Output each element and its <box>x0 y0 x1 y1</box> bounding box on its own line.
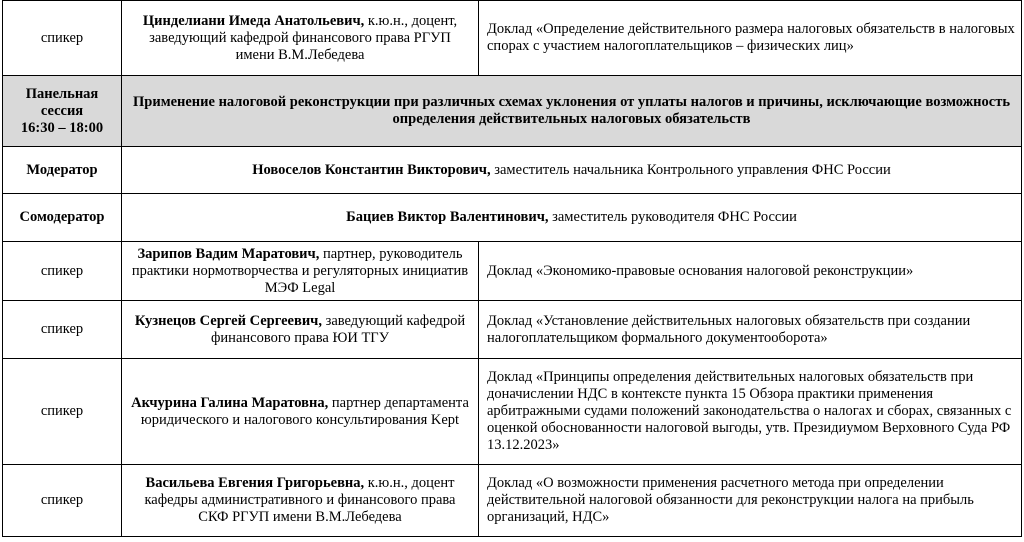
report-cell: Доклад «Экономико-правовые основания налоговой реконструкции» <box>479 242 1022 301</box>
speaker-cell <box>122 301 479 359</box>
session-label-line1: Панельная <box>25 85 99 102</box>
role-cell: спикер <box>3 242 122 301</box>
moderator-name: Новоселов Константин Викторович, <box>252 161 491 178</box>
speaker-cell <box>122 359 479 465</box>
speaker-info: к.ю.н., доцент, заведующий кафедрой финансового права РГУП имени В.М.Лебедева <box>149 12 458 63</box>
moderator-role: Модератор <box>3 147 122 194</box>
role-cell: спикер <box>3 359 122 465</box>
session-title: Применение налоговой реконструкции при различных схемах уклонения от уплаты налогов и причины, исключающие возможность определения действительных налоговых обязательств <box>122 76 1022 147</box>
report-cell: Доклад «О возможности применения расчетного метода при определении действительной налоговой обязанности для реконструкции налога на прибыль организаций, НДС» <box>479 465 1022 537</box>
session-row <box>3 76 1022 147</box>
speaker-name: Васильева Евгения Григорьевна, <box>145 475 365 491</box>
role-cell: спикер <box>3 301 122 359</box>
speaker-row <box>3 465 1022 537</box>
speaker-info: партнер департамента юридического и налогового консультирования Kept <box>140 394 469 428</box>
session-label-cell <box>3 76 122 147</box>
comoderator-name: Бациев Виктор Валентинович, <box>346 209 549 225</box>
comoderator-row <box>3 194 1022 242</box>
speaker-name: Цинделиани Имеда Анатольевич, <box>142 12 365 29</box>
speaker-cell <box>122 465 479 537</box>
role-cell: спикер <box>3 465 122 537</box>
report-cell: Доклад «Принципы определения действительных налоговых обязательств при доначислении НДС в контексте пункта 15 Обзора практики применения арбитражными судами положений законодательства о налогах и сборах, связанных с оценкой обоснованности налоговой выгоды, утв. Президиумом Верховного Суда РФ 13.12.2023» <box>479 359 1022 465</box>
speaker-row <box>3 301 1022 359</box>
session-label-line2: сессия <box>40 102 84 119</box>
moderator-cell <box>122 147 1022 194</box>
moderator-row <box>3 147 1022 194</box>
speaker-cell <box>122 242 479 301</box>
speaker-info: к.ю.н., доцент кафедры административного и финансового права СКФ РГУП имени В.М.Лебедева <box>144 475 456 525</box>
speaker-info: заведующий кафедрой финансового права ЮИ ТГУ <box>211 312 466 346</box>
session-time: 16:30 – 18:00 <box>20 119 104 136</box>
speaker-info: партнер, руководитель практики нормотворчества и регуляторных инициатив МЭФ Legal <box>131 245 469 296</box>
speaker-cell <box>122 1 479 76</box>
comoderator-role: Сомодератор <box>3 194 122 242</box>
speaker-name: Кузнецов Сергей Сергеевич, <box>134 312 322 329</box>
speaker-row <box>3 1 1022 76</box>
speaker-row <box>3 242 1022 301</box>
report-cell: Доклад «Установление действительных налоговых обязательств при создании налогоплательщиком формального документооборота» <box>479 301 1022 359</box>
speaker-name: Акчурина Галина Маратовна, <box>131 394 329 411</box>
role-cell: спикер <box>3 1 122 76</box>
report-cell: Доклад «Определение действительного размера налоговых обязательств в налоговых спорах с участием налогоплательщиков – физических лиц» <box>479 1 1022 76</box>
comoderator-info: заместитель руководителя ФНС России <box>548 209 797 225</box>
comoderator-cell <box>122 194 1022 242</box>
speaker-row <box>3 359 1022 465</box>
speaker-name: Зарипов Вадим Маратович, <box>137 245 320 262</box>
program-table <box>2 0 1022 537</box>
moderator-info: заместитель начальника Контрольного управления ФНС России <box>490 161 891 178</box>
